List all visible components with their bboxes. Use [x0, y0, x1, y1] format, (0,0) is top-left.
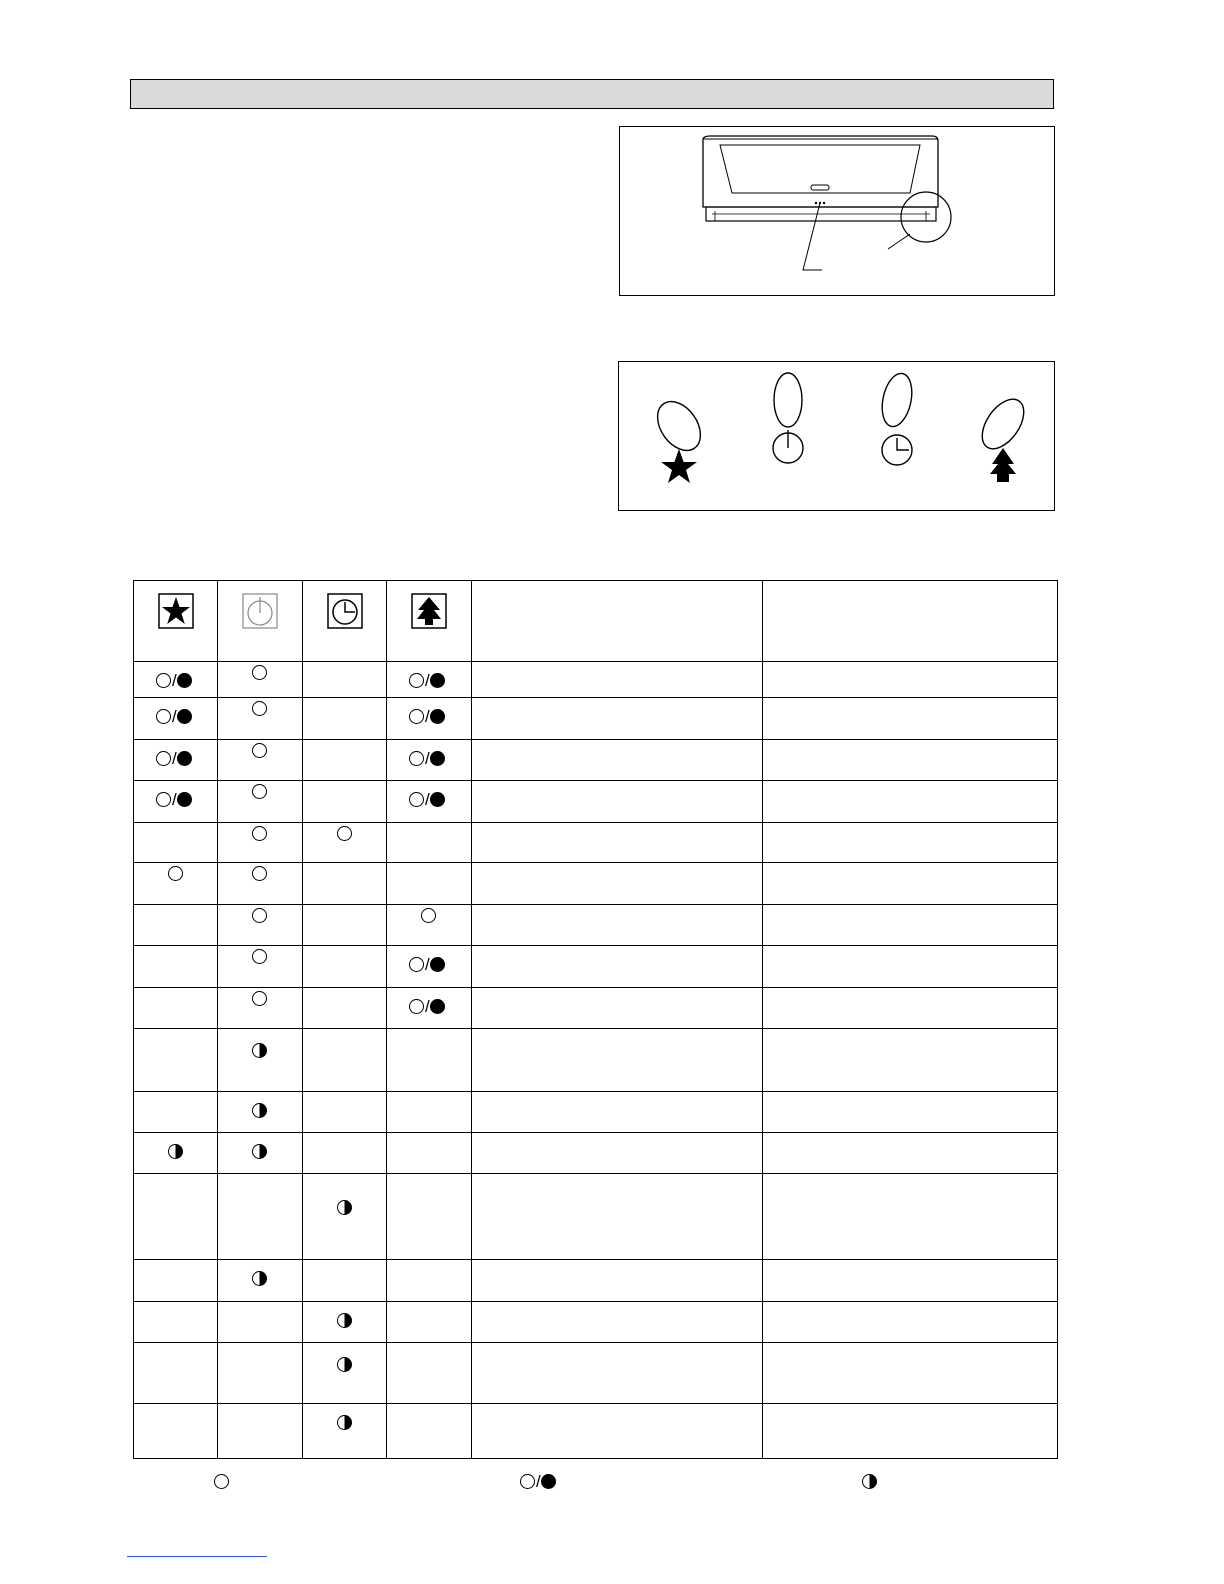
table-row: [134, 781, 1058, 823]
cell-operation: [134, 1404, 218, 1459]
indicator-table: [133, 580, 1058, 1459]
lit-indicator-icon: [252, 908, 267, 923]
cell-timer: [303, 905, 387, 946]
table-row: [134, 905, 1058, 946]
cell-operation: [134, 905, 218, 946]
indicator-lamp-figure: [618, 361, 1055, 511]
cell-operation: [134, 1029, 218, 1092]
lit-indicator-icon: [252, 665, 267, 680]
blinking-indicator-icon: [168, 1144, 183, 1159]
blinking-indicator-icon: [337, 1200, 352, 1215]
indoor-unit-figure: [619, 126, 1055, 296]
cell-description: [472, 698, 763, 740]
lit-indicator-icon: [421, 908, 436, 923]
tree-icon: [411, 593, 447, 629]
cell-remarks: [763, 1302, 1058, 1343]
lit-indicator-icon: [337, 826, 352, 841]
cell-timer: [303, 1260, 387, 1302]
cell-remarks: [763, 1174, 1058, 1260]
indoor-unit-drawing: [620, 127, 1054, 295]
cell-remarks: [763, 988, 1058, 1029]
cell-remarks: [763, 1092, 1058, 1133]
cell-description: [472, 946, 763, 988]
cell-leaf: [387, 905, 472, 946]
legend: [0, 1470, 1224, 1500]
cell-operation: [134, 781, 218, 823]
cell-leaf: [387, 1092, 472, 1133]
cell-timer: [303, 988, 387, 1029]
table-row: [134, 988, 1058, 1029]
cell-description: [472, 905, 763, 946]
blinking-indicator-icon: [252, 1271, 267, 1286]
cell-power: [218, 988, 303, 1029]
cell-operation: [134, 946, 218, 988]
lit-or-off-indicator-icon: /: [409, 792, 445, 807]
lit-or-off-indicator-icon: /: [409, 957, 445, 972]
cell-leaf: [387, 1343, 472, 1404]
cell-description: [472, 1343, 763, 1404]
cell-timer: [303, 1302, 387, 1343]
lit-indicator-icon: [252, 826, 267, 841]
blinking-indicator-icon: [337, 1313, 352, 1328]
cell-operation: [134, 1092, 218, 1133]
indicator-lamp-drawing: [619, 362, 1054, 510]
cell-leaf: [387, 662, 472, 698]
cell-power: [218, 781, 303, 823]
blinking-indicator-icon: [252, 1144, 267, 1159]
cell-remarks: [763, 781, 1058, 823]
cell-power: [218, 1302, 303, 1343]
cell-power: [218, 1343, 303, 1404]
cell-description: [472, 1404, 763, 1459]
table-row: [134, 1302, 1058, 1343]
cell-timer: [303, 1404, 387, 1459]
cell-leaf: [387, 988, 472, 1029]
lit-indicator-icon: [252, 991, 267, 1006]
blinking-indicator-icon: [337, 1415, 352, 1430]
cell-timer: [303, 823, 387, 863]
cell-power: [218, 1092, 303, 1133]
tree-icon: [990, 448, 1016, 482]
cell-remarks: [763, 905, 1058, 946]
cell-power: [218, 740, 303, 781]
cell-remarks: [763, 823, 1058, 863]
cell-timer: [303, 1029, 387, 1092]
blinking-indicator-icon: [252, 1103, 267, 1118]
cell-leaf: [387, 781, 472, 823]
legend-lit-or-off-icon: /: [520, 1474, 556, 1489]
cell-power: [218, 863, 303, 905]
cell-power: [218, 662, 303, 698]
cell-leaf: [387, 823, 472, 863]
cell-leaf: [387, 1133, 472, 1174]
cell-operation: [134, 1302, 218, 1343]
lit-indicator-icon: [168, 866, 183, 881]
cell-operation: [134, 1174, 218, 1260]
clock-icon: [327, 593, 363, 629]
section-header-bar: [130, 79, 1054, 109]
cell-remarks: [763, 698, 1058, 740]
power-icon: [242, 593, 278, 629]
cell-timer: [303, 1092, 387, 1133]
cell-description: [472, 823, 763, 863]
cell-operation: [134, 863, 218, 905]
table-row: [134, 662, 1058, 698]
cell-leaf: [387, 698, 472, 740]
lit-indicator-icon: [252, 784, 267, 799]
star-icon: [158, 593, 194, 629]
cell-remarks: [763, 740, 1058, 781]
cell-power: [218, 1404, 303, 1459]
table-header-row: [134, 581, 1058, 662]
cell-remarks: [763, 1029, 1058, 1092]
cell-remarks: [763, 1343, 1058, 1404]
cell-remarks: [763, 946, 1058, 988]
cell-leaf: [387, 946, 472, 988]
header-operation: [134, 581, 218, 662]
cell-timer: [303, 698, 387, 740]
cell-operation: [134, 1343, 218, 1404]
lit-or-off-indicator-icon: /: [409, 709, 445, 724]
cell-leaf: [387, 1260, 472, 1302]
star-icon: [661, 449, 697, 483]
table-row: [134, 863, 1058, 905]
table-row: [134, 1260, 1058, 1302]
cell-power: [218, 823, 303, 863]
header-power: [218, 581, 303, 662]
footer-link-underline: [127, 1556, 267, 1557]
cell-timer: [303, 662, 387, 698]
lit-or-off-indicator-icon: /: [409, 751, 445, 766]
cell-remarks: [763, 662, 1058, 698]
cell-leaf: [387, 1029, 472, 1092]
table-row: [134, 1174, 1058, 1260]
lit-indicator-icon: [252, 701, 267, 716]
cell-operation: [134, 698, 218, 740]
cell-timer: [303, 1133, 387, 1174]
lit-or-off-indicator-icon: /: [156, 751, 192, 766]
cell-description: [472, 1029, 763, 1092]
table-row: [134, 698, 1058, 740]
cell-leaf: [387, 1174, 472, 1260]
cell-operation: [134, 823, 218, 863]
header-remarks: [763, 581, 1058, 662]
cell-operation: [134, 662, 218, 698]
cell-leaf: [387, 863, 472, 905]
cell-description: [472, 1092, 763, 1133]
cell-description: [472, 781, 763, 823]
cell-remarks: [763, 863, 1058, 905]
table-row: [134, 1343, 1058, 1404]
blinking-indicator-icon: [337, 1357, 352, 1372]
cell-power: [218, 946, 303, 988]
cell-description: [472, 1133, 763, 1174]
cell-timer: [303, 946, 387, 988]
lit-indicator-icon: [252, 866, 267, 881]
cell-description: [472, 1260, 763, 1302]
cell-timer: [303, 1174, 387, 1260]
cell-power: [218, 1029, 303, 1092]
cell-operation: [134, 1260, 218, 1302]
cell-remarks: [763, 1133, 1058, 1174]
lit-or-off-indicator-icon: /: [156, 709, 192, 724]
header-description: [472, 581, 763, 662]
header-leaf: [387, 581, 472, 662]
cell-description: [472, 1174, 763, 1260]
blinking-indicator-icon: [252, 1043, 267, 1058]
cell-power: [218, 698, 303, 740]
cell-power: [218, 1133, 303, 1174]
table-row: [134, 823, 1058, 863]
cell-leaf: [387, 1404, 472, 1459]
cell-description: [472, 863, 763, 905]
cell-description: [472, 988, 763, 1029]
table-row: [134, 1029, 1058, 1092]
lit-or-off-indicator-icon: /: [409, 999, 445, 1014]
cell-timer: [303, 781, 387, 823]
cell-timer: [303, 740, 387, 781]
table-row: [134, 1404, 1058, 1459]
cell-timer: [303, 1343, 387, 1404]
lit-indicator-icon: [252, 949, 267, 964]
table-row: [134, 740, 1058, 781]
cell-remarks: [763, 1404, 1058, 1459]
cell-description: [472, 1302, 763, 1343]
table-row: [134, 1133, 1058, 1174]
cell-description: [472, 662, 763, 698]
cell-description: [472, 740, 763, 781]
lit-or-off-indicator-icon: /: [156, 673, 192, 688]
lit-or-off-indicator-icon: /: [409, 673, 445, 688]
cell-leaf: [387, 1302, 472, 1343]
cell-power: [218, 1174, 303, 1260]
lit-indicator-icon: [252, 743, 267, 758]
cell-power: [218, 905, 303, 946]
cell-power: [218, 1260, 303, 1302]
legend-lit-icon: [214, 1474, 229, 1489]
lit-or-off-indicator-icon: /: [156, 792, 192, 807]
cell-operation: [134, 740, 218, 781]
table-row: [134, 946, 1058, 988]
cell-remarks: [763, 1260, 1058, 1302]
legend-blinking-icon: [862, 1474, 877, 1489]
cell-leaf: [387, 740, 472, 781]
cell-operation: [134, 988, 218, 1029]
cell-timer: [303, 863, 387, 905]
table-row: [134, 1092, 1058, 1133]
header-timer: [303, 581, 387, 662]
cell-operation: [134, 1133, 218, 1174]
